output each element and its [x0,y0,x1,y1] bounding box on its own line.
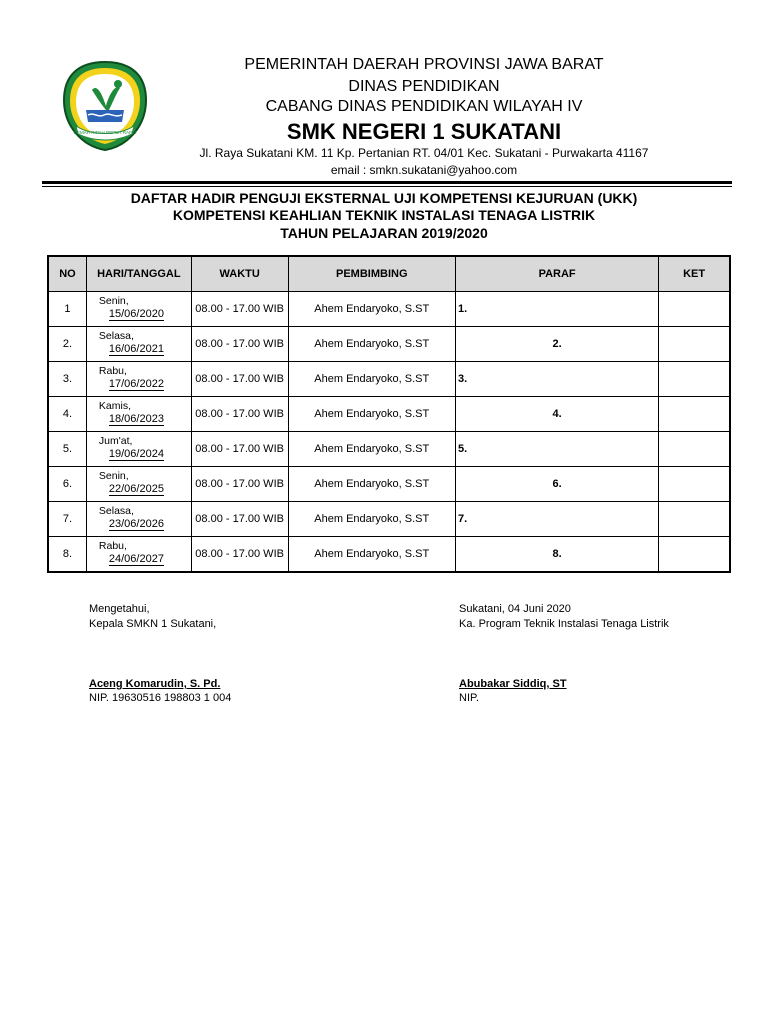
row-time: 08.00 - 17.00 WIB [191,397,288,432]
row-day: Rabu, [98,540,127,552]
header-branch: CABANG DINAS PENDIDIKAN WILAYAH IV [265,98,583,115]
place-date: Sukatani, 04 Juni 2020 [459,603,571,615]
svg-text:GEMAH RIPAH REPEH RAPIH: GEMAH RIPAH REPEH RAPIH [73,130,137,135]
table-header-row [48,256,730,292]
table-row [48,397,730,432]
header-government: PEMERINTAH DAERAH PROVINSI JAWA BARAT [244,56,604,73]
document-subtitle: KOMPETENSI KEAHLIAN TEKNIK INSTALASI TENAGA LISTRIK [172,207,596,223]
row-date: 17/06/2022 [108,378,164,390]
row-supervisor: Ahem Endaryoko, S.ST [288,362,456,397]
attendance-table [47,255,731,573]
row-time: 08.00 - 17.00 WIB [191,502,288,537]
row-day-date [86,292,191,327]
row-time: 08.00 - 17.00 WIB [191,432,288,467]
row-supervisor: Ahem Endaryoko, S.ST [288,292,456,327]
row-number: 3. [48,362,86,397]
row-note [659,467,730,502]
principal-title: Kepala SMKN 1 Sukatani, [89,618,217,630]
row-day-date [86,467,191,502]
table-row [48,362,730,397]
row-signature: 1. [456,292,659,327]
table-row [48,537,730,573]
col-header-note: KET [659,256,730,292]
principal-name: Aceng Komarudin, S. Pd. [89,678,221,690]
row-day-date [86,327,191,362]
government-logo [62,60,148,152]
program-head-nip: NIP. [459,692,479,704]
table-row [48,467,730,502]
principal-nip: NIP. 19630516 198803 1 004 [89,692,232,704]
col-header-supervisor: PEMBIMBING [288,256,456,292]
row-day-date [86,397,191,432]
row-day: Senin, [98,295,129,307]
row-time: 08.00 - 17.00 WIB [191,327,288,362]
row-supervisor: Ahem Endaryoko, S.ST [288,467,456,502]
row-day-date [86,362,191,397]
row-signature: 4. [456,397,659,432]
header-divider-thick [42,181,732,184]
row-note [659,327,730,362]
header-agency: DINAS PENDIDIKAN [348,78,500,95]
row-day: Jum'at, [98,435,133,447]
program-head-name: Abubakar Siddiq, ST [459,678,567,690]
row-signature: 3. [456,362,659,397]
school-name: SMK NEGERI 1 SUKATANI [286,119,562,144]
row-day-date [86,537,191,573]
row-supervisor: Ahem Endaryoko, S.ST [288,432,456,467]
row-time: 08.00 - 17.00 WIB [191,292,288,327]
row-note [659,502,730,537]
document-title: DAFTAR HADIR PENGUJI EKSTERNAL UJI KOMPETENSI KEJURUAN (UKK) [130,190,638,206]
row-date: 18/06/2023 [108,413,164,425]
header-divider-thin [42,186,732,187]
row-signature: 2. [456,327,659,362]
school-address: Jl. Raya Sukatani KM. 11 Kp. Pertanian RT. 04/01 Kec. Sukatani - Purwakarta 41167 [199,146,649,160]
row-day: Kamis, [98,400,131,412]
row-time: 08.00 - 17.00 WIB [191,467,288,502]
row-number: 5. [48,432,86,467]
row-number: 2. [48,327,86,362]
row-day: Selasa, [98,505,134,517]
table-row [48,292,730,327]
row-number: 8. [48,537,86,573]
academic-year: TAHUN PELAJARAN 2019/2020 [280,225,488,241]
row-note [659,292,730,327]
row-number: 4. [48,397,86,432]
row-day: Selasa, [98,330,134,342]
row-day: Rabu, [98,365,127,377]
row-supervisor: Ahem Endaryoko, S.ST [288,537,456,573]
row-date: 19/06/2024 [108,448,164,460]
col-header-signature: PARAF [456,256,659,292]
table-row [48,432,730,467]
row-date: 24/06/2027 [108,553,164,565]
row-note [659,362,730,397]
row-signature: 8. [456,537,659,573]
school-email: email : smkn.sukatani@yahoo.com [330,163,518,177]
row-number: 6. [48,467,86,502]
row-date: 22/06/2025 [108,483,164,495]
row-time: 08.00 - 17.00 WIB [191,537,288,573]
program-head-title: Ka. Program Teknik Instalasi Tenaga Listrik [459,618,669,630]
row-day-date [86,502,191,537]
row-supervisor: Ahem Endaryoko, S.ST [288,502,456,537]
row-supervisor: Ahem Endaryoko, S.ST [288,327,456,362]
row-date: 16/06/2021 [108,343,164,355]
table-row [48,327,730,362]
row-note [659,537,730,573]
row-time: 08.00 - 17.00 WIB [191,362,288,397]
row-signature: 5. [456,432,659,467]
col-header-time: WAKTU [191,256,288,292]
col-header-day-date: HARI/TANGGAL [86,256,191,292]
row-date: 15/06/2020 [108,308,164,320]
row-date: 23/06/2026 [108,518,164,530]
row-number: 1 [48,292,86,327]
row-supervisor: Ahem Endaryoko, S.ST [288,397,456,432]
col-header-no: NO [48,256,86,292]
row-day-date [86,432,191,467]
row-note [659,397,730,432]
acknowledged-label: Mengetahui, [89,603,150,615]
row-number: 7. [48,502,86,537]
table-row [48,502,730,537]
row-note [659,432,730,467]
row-day: Senin, [98,470,129,482]
row-signature: 7. [456,502,659,537]
row-signature: 6. [456,467,659,502]
